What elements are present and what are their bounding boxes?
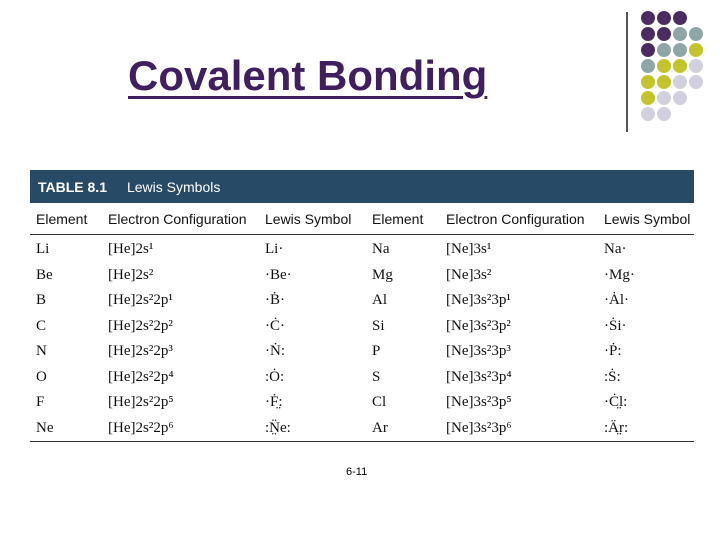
column-header: Lewis Symbol — [598, 203, 694, 235]
decorative-dot — [657, 91, 671, 105]
decorative-dot — [673, 27, 687, 41]
element-cell: S — [372, 368, 381, 385]
decorative-dot — [641, 11, 655, 25]
lewis-symbol-cell: :N̤̈e: — [265, 419, 291, 436]
decorative-dot — [657, 59, 671, 73]
configuration-cell: [He]2s²2p³ — [108, 343, 173, 360]
configuration-cell: [He]2s²2p² — [108, 317, 173, 334]
page-number: 6-11 — [346, 466, 368, 478]
configuration-cell: [Ne]3s²3p³ — [446, 343, 511, 360]
lewis-symbol-cell: ·Ṅ: — [265, 343, 285, 360]
element-cell: O — [36, 368, 47, 385]
lewis-symbol-cell: Li· — [265, 241, 284, 258]
lewis-symbol-cell: ·Ċ· — [265, 317, 285, 334]
configuration-cell: [He]2s²2p¹ — [108, 292, 173, 309]
decorative-dot — [673, 11, 687, 25]
element-cell: N — [36, 343, 47, 360]
column-header: Electron Configuration — [102, 203, 259, 235]
decorative-dot — [641, 91, 655, 105]
decorative-dot — [641, 75, 655, 89]
decorative-dot — [689, 43, 703, 57]
decorative-dot-grid — [640, 10, 720, 130]
element-cell: Be — [36, 266, 53, 283]
decorative-dot — [641, 59, 655, 73]
table-row — [30, 390, 694, 416]
table-row — [30, 288, 694, 314]
decorative-dot — [673, 75, 687, 89]
lewis-symbol-cell: :Ä̤r: — [604, 419, 629, 436]
element-cell: Li — [36, 241, 50, 258]
element-cell: Ar — [372, 419, 388, 436]
lewis-symbol-cell: ·Mg· — [604, 266, 635, 283]
decorative-dot — [657, 75, 671, 89]
element-cell: Si — [372, 317, 385, 334]
column-header: Element — [366, 203, 440, 235]
element-cell: P — [372, 343, 381, 360]
column-header: Lewis Symbol — [259, 203, 366, 235]
title-divider — [626, 12, 628, 132]
table-row — [30, 314, 694, 340]
table-row — [30, 263, 694, 289]
decorative-dot — [673, 43, 687, 57]
lewis-symbol-cell: :Ȯ: — [265, 368, 285, 385]
configuration-cell: [Ne]3s²3p¹ — [446, 292, 511, 309]
decorative-dot — [657, 107, 671, 121]
configuration-cell: [Ne]3s¹ — [446, 241, 492, 258]
lewis-symbol-cell: ·Ḟ̤: — [265, 394, 283, 411]
table-row — [30, 339, 694, 365]
table-number: TABLE 8.1 — [38, 178, 107, 195]
lewis-symbol-cell: ·Ȧl· — [604, 292, 629, 309]
lewis-symbol-cell: ·Ċ̤l: — [604, 394, 628, 411]
lewis-symbol-cell: ·Ṡi· — [604, 317, 627, 334]
configuration-cell: [He]2s²2p⁶ — [108, 419, 174, 436]
decorative-dot — [689, 75, 703, 89]
table-row — [30, 416, 694, 442]
configuration-cell: [He]2s²2p⁵ — [108, 394, 174, 411]
lewis-symbol-cell: ·Be· — [265, 266, 292, 283]
table-header-row — [30, 203, 694, 235]
configuration-cell: [Ne]3s²3p⁴ — [446, 368, 512, 385]
decorative-dot — [673, 59, 687, 73]
table-caption-bar — [30, 170, 694, 203]
decorative-dot — [673, 91, 687, 105]
column-header: Electron Configuration — [440, 203, 598, 235]
element-cell: Cl — [372, 394, 387, 411]
slide-title: Covalent Bonding — [128, 52, 488, 99]
configuration-cell: [He]2s¹ — [108, 241, 154, 258]
element-cell: C — [36, 317, 47, 334]
element-cell: Ne — [36, 419, 54, 436]
column-header: Element — [30, 203, 102, 235]
configuration-cell: [Ne]3s²3p⁶ — [446, 419, 512, 436]
table-row — [30, 365, 694, 391]
table-row — [30, 235, 694, 263]
lewis-symbol-cell: :Ṡ: — [604, 368, 621, 385]
lewis-symbol-cell: Na· — [604, 241, 627, 258]
lewis-symbol-cell: ·Ṗ: — [604, 343, 622, 360]
configuration-cell: [Ne]3s² — [446, 266, 492, 283]
decorative-dot — [657, 11, 671, 25]
configuration-cell: [He]2s² — [108, 266, 154, 283]
configuration-cell: [Ne]3s²3p² — [446, 317, 511, 334]
lewis-symbols-table — [30, 170, 694, 442]
decorative-dot — [641, 107, 655, 121]
decorative-dot — [641, 43, 655, 57]
decorative-dot — [657, 43, 671, 57]
configuration-cell: [Ne]3s²3p⁵ — [446, 394, 512, 411]
decorative-dot — [689, 59, 703, 73]
decorative-dot — [689, 27, 703, 41]
decorative-dot — [641, 27, 655, 41]
element-cell: Na — [372, 241, 390, 258]
table-caption: Lewis Symbols — [126, 178, 221, 195]
element-cell: B — [36, 292, 47, 309]
decorative-dot — [657, 27, 671, 41]
element-cell: Al — [372, 292, 387, 309]
element-cell: F — [36, 394, 45, 411]
configuration-cell: [He]2s²2p⁴ — [108, 368, 174, 385]
lewis-symbol-cell: ·Ḃ· — [265, 292, 285, 309]
element-cell: Mg — [372, 266, 393, 283]
